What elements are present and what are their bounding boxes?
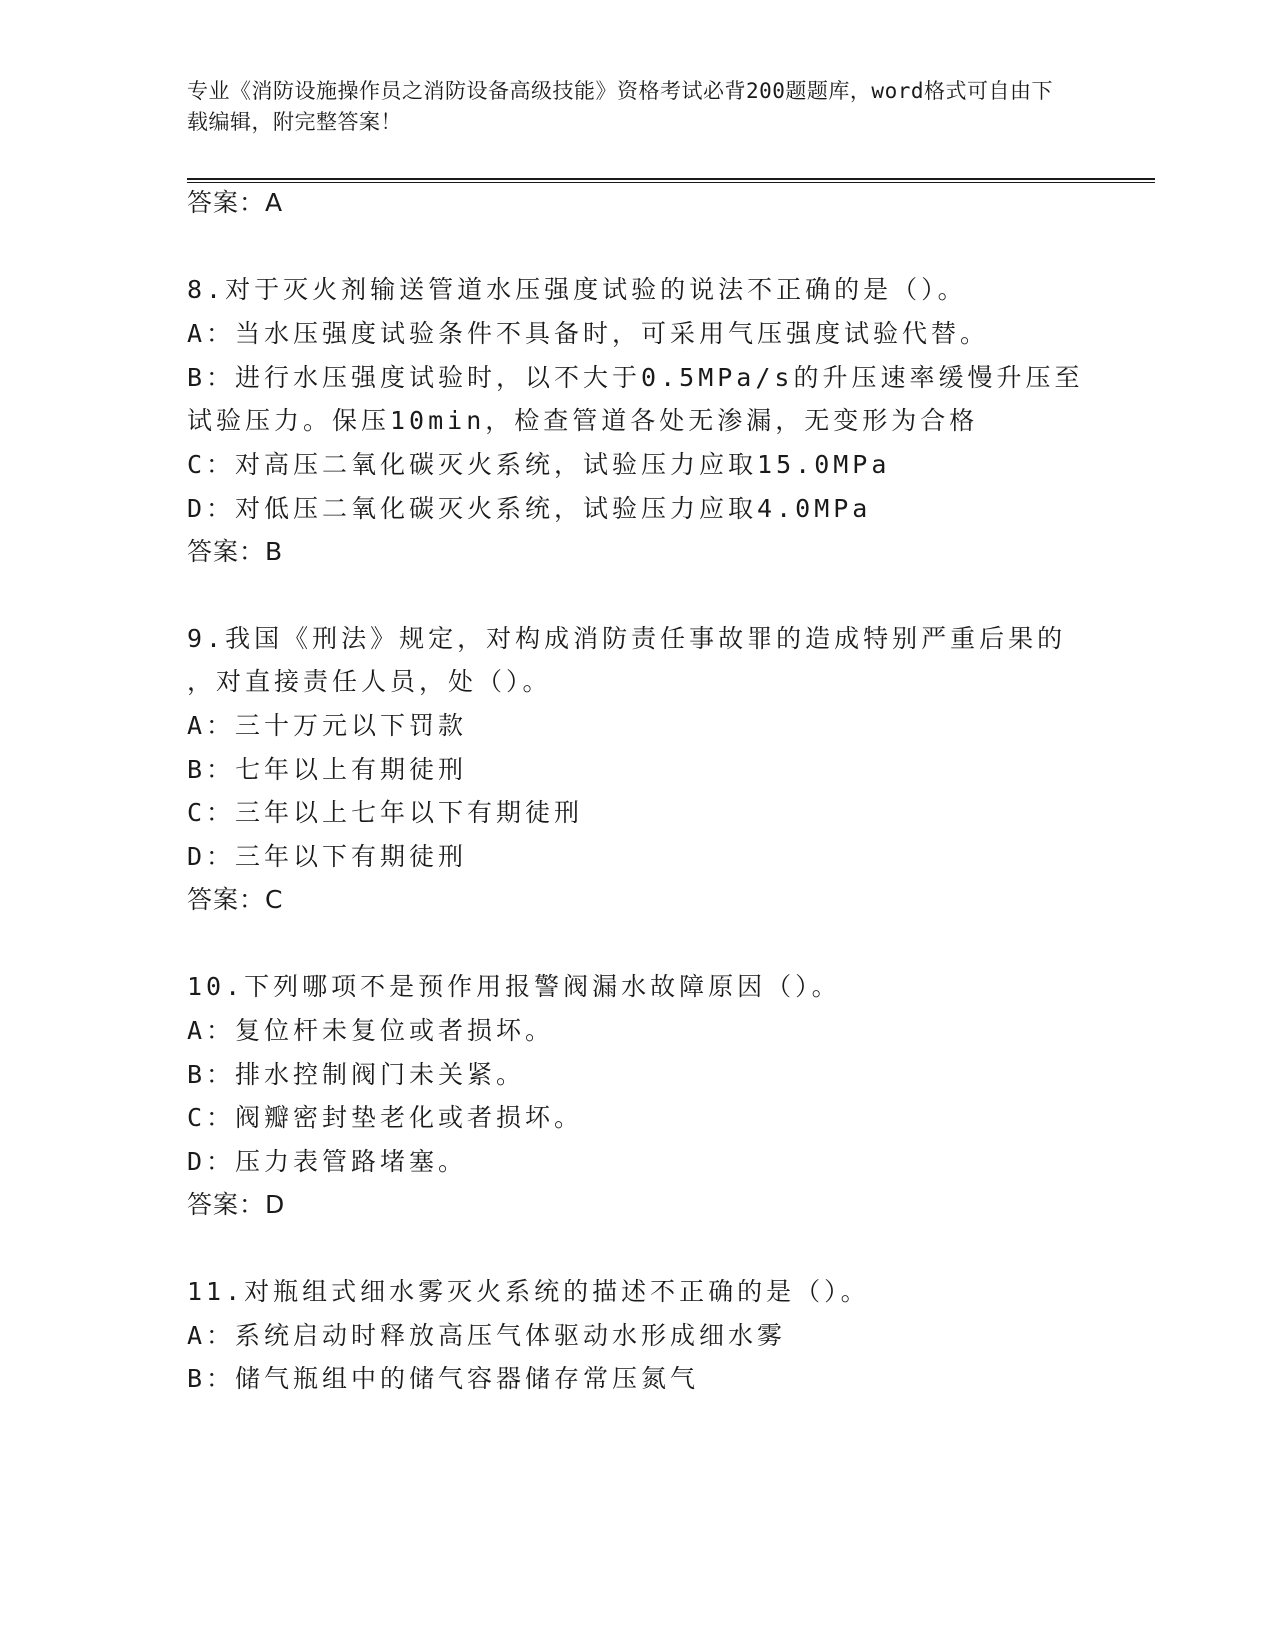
question-stem: 9.我国《刑法》规定，对构成消防责任事故罪的造成特别严重后果的 [187,624,1067,653]
option-b: B：七年以上有期徒刑 [187,755,468,784]
option-a: A：三十万元以下罚款 [187,711,468,740]
option-d: D：三年以下有期徒刑 [187,842,468,871]
question-stem: 11.对瓶组式细水雾灭火系统的描述不正确的是（）。 [187,1277,870,1306]
option-a: A：系统启动时释放高压气体驱动水形成细水雾 [187,1321,787,1350]
question-stem-continued: ，对直接责任人员，处（）。 [187,667,552,696]
option-a: A：复位杆未复位或者损坏。 [187,1016,555,1045]
option-d: D：对低压二氧化碳灭火系统，试验压力应取4.0MPa [187,494,872,523]
answer-line: 答案：B [187,537,284,566]
question-stem: 10.下列哪项不是预作用报警阀漏水故障原因（）。 [187,972,841,1001]
option-b: B：排水控制阀门未关紧。 [187,1060,526,1089]
question-stem: 8.对于灭火剂输送管道水压强度试验的说法不正确的是（）。 [187,275,967,304]
option-a: A：当水压强度试验条件不具备时，可采用气压强度试验代替。 [187,319,990,348]
option-c: C：对高压二氧化碳灭火系统，试验压力应取15.0MPa [187,450,891,479]
document-header: 专业《消防设施操作员之消防设备高级技能》资格考试必背200题题库，word格式可自由下载编辑，附完整答案！ [187,79,1053,134]
header-divider [187,178,1155,183]
answer-line: 答案：A [187,188,284,217]
option-b: B：进行水压强度试验时，以不大于0.5MPa/s的升压速率缓慢升压至 [187,363,1084,392]
answer-line: 答案：C [187,885,284,914]
answer-line: 答案：D [187,1190,286,1219]
option-b-continued: 试验压力。保压10min，检查管道各处无渗漏，无变形为合格 [187,406,979,435]
option-d: D：压力表管路堵塞。 [187,1147,468,1176]
option-b: B：储气瓶组中的储气容器储存常压氮气 [187,1364,700,1393]
option-c: C：三年以上七年以下有期徒刑 [187,798,584,827]
option-c: C：阀瓣密封垫老化或者损坏。 [187,1103,584,1132]
